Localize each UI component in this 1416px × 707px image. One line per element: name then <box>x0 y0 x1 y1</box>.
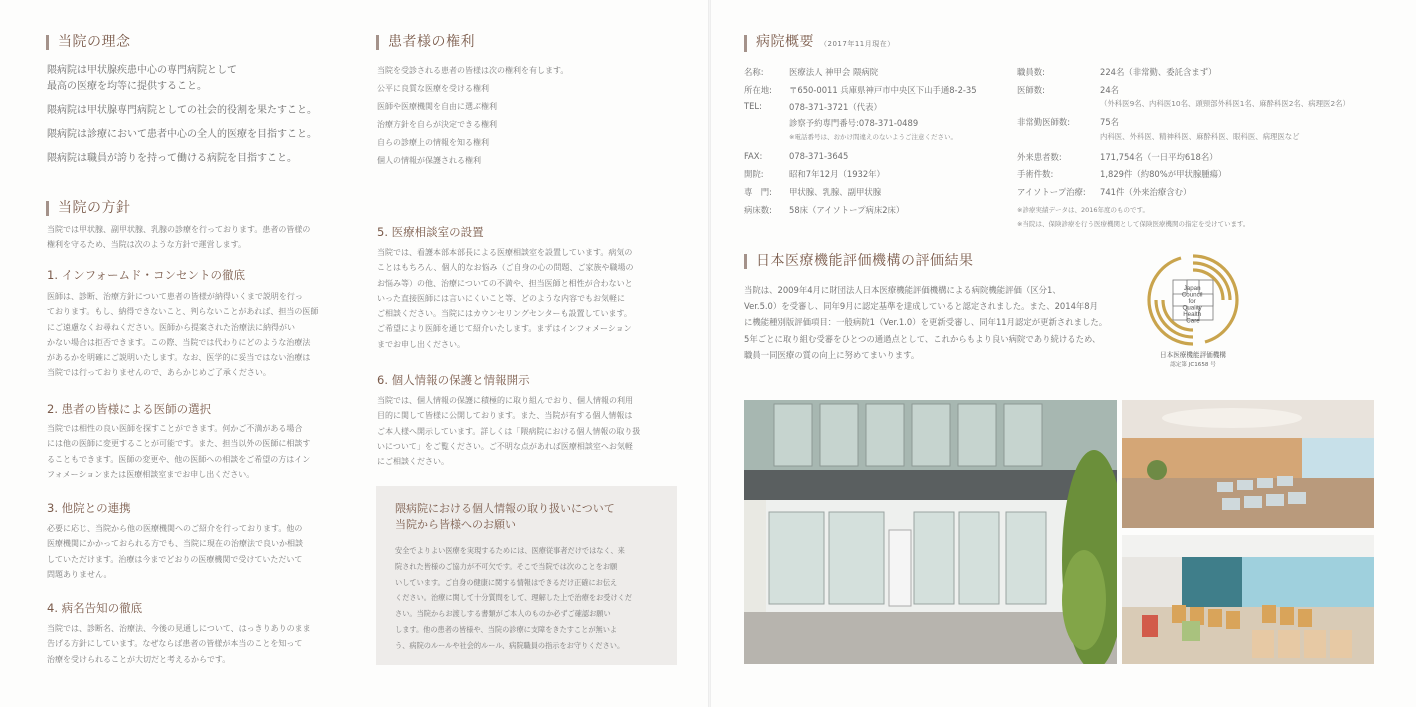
logo-text-line: Health <box>1183 311 1202 318</box>
rights-list <box>377 62 568 170</box>
text-line: いについて」をご覧ください。ご不明な点があれば医療相談室へお気軽 <box>377 441 633 451</box>
policy-1-text <box>47 289 318 381</box>
text-line: ることもできます。医師の変更や、他の医師への相談をご希望の方はイン <box>47 454 311 464</box>
info-label: アイソトープ治療: <box>1017 187 1086 197</box>
text-line: 目的に関して皆様に公開しております。また、当院が有する個人情報は <box>377 411 633 421</box>
rights-item: 当院を受診される患者の皆様は次の権利を有します。 <box>377 66 569 75</box>
notice-title-line: 当院から皆様へのお願い <box>395 518 516 531</box>
text-line: 当院では行っておりませんので、あらかじめご了承ください。 <box>47 368 271 378</box>
info-value: 224名（非常勤、委託含まず） <box>1100 67 1217 77</box>
info-note: ※電話番号は、おかけ間違えのないようご注意ください。 <box>789 133 957 141</box>
consultation-text <box>377 245 633 352</box>
info-value: 甲状腺、乳腺、副甲状腺 <box>789 187 882 197</box>
text-line: いしています。ご自身の健康に関する情報はできるだけ正確にお伝え <box>395 577 618 587</box>
text-line: に機能種別版評価項目：一般病院1（Ver.1.0）を更新受審し、同年11月認定が更新されました。 <box>744 317 1108 328</box>
text-line: 職員一同医療の質の向上に努めてまいります。 <box>744 349 920 360</box>
privacy-notice-box <box>376 486 677 665</box>
logo-text-line: Care <box>1186 317 1200 325</box>
policy-4-text <box>47 621 311 667</box>
logo-text-line: Japan <box>1183 285 1201 292</box>
rights-item: 公平に良質な医療を受ける権利 <box>377 84 489 93</box>
text-line: には他の医師に変更することが可能です。また、担当以外の医師に相談す <box>47 439 311 449</box>
philosophy-line: 隈病院は甲状腺疾患中心の専門病院として <box>47 65 237 76</box>
info-value: 24名 <box>1100 85 1120 95</box>
overview-date-note: （2017年11月現在） <box>820 40 895 48</box>
policy-3-title: 3. 他院との連携 <box>47 501 131 515</box>
consultation-title: 5. 医療相談室の設置 <box>377 225 484 239</box>
policy-heading: 当院の方針 <box>46 201 131 216</box>
text-line: 医療機関にかかっておられる方でも、当院に現在の治療法で良いか相談 <box>47 539 303 549</box>
text-line: までお申し出ください。 <box>377 339 465 349</box>
info-value: 58床（アイソトープ病床2床） <box>789 205 905 215</box>
text-line: 当院では相性の良い医師を探すことができます。何かご不満がある場合 <box>47 424 303 433</box>
text-line: ことはもちろん、個人的なお悩み（ご自身の心の問題、ご家族や職場の <box>377 263 634 273</box>
info-value: 078-371-3645 <box>789 151 849 161</box>
evaluation-heading: 日本医療機能評価機構の評価結果 <box>744 254 974 269</box>
philosophy-line: 隈病院は職員が誇りを持って働ける病院を目指すこと。 <box>47 153 297 164</box>
jcqhc-emblem <box>1143 250 1243 350</box>
logo-number: 認定第 JC1658 号 <box>1170 362 1216 368</box>
text-line: 治療を受けられることが大切だと考えるからです。 <box>47 654 231 664</box>
text-line: う、病院のルールや社会的ルール、病院職員の指示をお守りください。 <box>395 640 625 650</box>
text-line: 医師は、診断、治療方針について患者の皆様が納得いくまで説明を行っ <box>47 292 303 301</box>
rights-item: 治療方針を自らが決定できる権利 <box>377 120 497 129</box>
info-label: TEL: <box>744 101 762 111</box>
text-line: さい。当院からお渡しする書類がご本人のものか必ずご確認お願い <box>395 609 611 619</box>
policy-intro <box>47 222 310 253</box>
text-line: ご相談ください。当院にはカウンセリングセンターも設置しています。 <box>377 309 632 319</box>
text-line: 当院では、診断名、治療法、今後の見通しについて、はっきりありのまま <box>47 624 311 633</box>
policy-2-text <box>47 421 310 482</box>
lobby-photo <box>1122 400 1374 528</box>
text-line: お悩み等）の他、治療についての不満や、担当医師と相性が合わないと <box>377 278 633 288</box>
policy-1-title: 1. インフォームド・コンセントの徹底 <box>47 268 246 282</box>
info-note: ※診療実績データは、2016年度のものです。 <box>1017 206 1149 214</box>
text-line: 5年ごとに取り組む受審をひとつの通過点として、これからもより良い病院であり続けるため、 <box>744 333 1101 344</box>
info-label: 所在地: <box>744 85 772 95</box>
info-value: 741件（外来治療含む） <box>1100 187 1192 197</box>
info-label: 医師数: <box>1017 85 1045 95</box>
policy-4-title: 4. 病名告知の徹底 <box>47 601 143 615</box>
text-line: 告げる方針にしています。なぜならば患者の皆様が本当のことを知って <box>47 639 303 649</box>
info-value: 078-371-3721（代表） <box>789 102 882 112</box>
overview-heading-text: 病院概要 <box>756 34 814 50</box>
notice-title <box>395 501 615 533</box>
info-label: 外来患者数: <box>1017 152 1062 162</box>
text-line: 当院では、看護本部本部長による医療相談室を設置しています。病気の <box>377 248 633 257</box>
info-label: 病床数: <box>744 205 772 215</box>
text-line: 必要に応じ、当院から他の医療機関へのご紹介を行っております。他の <box>47 524 303 533</box>
text-line: 問題ありません。 <box>47 569 112 579</box>
text-line: いった直接医師には言いにくいこと等、どのような内容でもお気軽に <box>377 293 625 303</box>
text-line: フォメーションまたは医療相談室までお申し出ください。 <box>47 469 255 479</box>
lobby-illustration <box>1122 400 1374 528</box>
entrance-illustration <box>744 400 1117 664</box>
rights-heading: 患者様の権利 <box>376 35 475 50</box>
policy-3-text <box>47 521 303 582</box>
info-label: 非常勤医師数: <box>1017 117 1071 127</box>
info-label: FAX: <box>744 151 763 161</box>
info-value: 〒650-0011 兵庫県神戸市中央区下山手通8-2-35 <box>789 85 977 95</box>
info-note: ※当院は、保険診療を行う医療機関として保険医療機関の指定を受けています。 <box>1017 220 1250 228</box>
info-label: 開院: <box>744 169 764 179</box>
notice-body <box>395 543 632 654</box>
jcqhc-logo <box>1143 250 1243 372</box>
rights-item: 自らの診療上の情報を知る権利 <box>377 138 489 147</box>
rights-item: 個人の情報が保護される権利 <box>377 156 481 165</box>
text-line: があるかを明確にご説明いたします。なお、医学的に妥当ではない治療は <box>47 353 311 363</box>
text-line: Ver.5.0）を受審し、同年9月に認定基準を達成していると認定されました。また、2014年8月 <box>744 301 1098 312</box>
logo-caption: 日本医療機能評価機構 <box>1160 351 1226 359</box>
policy-intro-line: 当院では甲状腺、副甲状腺、乳腺の診療を行っております。患者の皆様の <box>47 225 311 234</box>
evaluation-text <box>744 282 1107 363</box>
info-label: 手術件数: <box>1017 169 1054 179</box>
text-line: にご相談ください。 <box>377 457 449 467</box>
philosophy-text <box>47 63 317 175</box>
text-line: していただけます。治療は今までどおりの医療機関で受けていただいて <box>47 554 303 564</box>
info-value: 171,754名（一日平均618名） <box>1100 152 1218 162</box>
waiting-area-photo <box>1122 535 1374 664</box>
info-label: 専 門: <box>744 187 772 197</box>
overview-heading <box>744 35 895 52</box>
philosophy-line: 隈病院は甲状腺専門病院としての社会的役割を果たすこと。 <box>47 105 317 116</box>
text-line: ください。治療に関して十分質問をして、理解した上で治療をお受けくだ <box>395 593 633 603</box>
text-line: ご希望により医師を通じて紹介いたします。まずはインフォメーション <box>377 324 632 334</box>
text-line: 院された皆様のご協力が不可欠です。そこで当院では次のことをお願 <box>395 561 618 571</box>
notice-title-line: 隈病院における個人情報の取り扱いについて <box>395 502 615 515</box>
text-line: ご本人様へ開示しています。詳しくは「隈病院における個人情報の取り扱 <box>377 426 641 436</box>
privacy-text <box>377 393 640 469</box>
info-value: 医療法人 神甲会 隈病院 <box>789 67 879 77</box>
logo-text-line: Quality <box>1182 304 1202 312</box>
philosophy-line: 最高の医療を均等に提供すること。 <box>47 81 207 92</box>
policy-intro-line: 権利を守るため、当院は次のような方針で運営します。 <box>47 240 247 250</box>
info-value: 1,829件（約80%が甲状腺腫瘍） <box>1100 169 1227 179</box>
info-label: 名称: <box>744 67 764 77</box>
text-line: 当院では、個人情報の保護に積極的に取り組んでおり、個人情報の利用 <box>377 396 633 405</box>
text-line: かない場合は拒否できます。この際、当院では代わりにどのような治療法 <box>47 337 311 347</box>
info-value: （外科医9名、内科医10名、頭頸部外科医1名、麻酔科医2名、病理医2名） <box>1100 99 1350 108</box>
info-value: 診察予約専門番号:078-371-0489 <box>789 118 919 128</box>
logo-text-line: for <box>1188 298 1196 305</box>
policy-2-title: 2. 患者の皆様による医師の選択 <box>47 402 212 416</box>
info-value: 75名 <box>1100 117 1120 127</box>
waiting-area-illustration <box>1122 535 1374 664</box>
info-label: 職員数: <box>1017 67 1045 77</box>
philosophy-heading: 当院の理念 <box>46 35 131 50</box>
privacy-title: 6. 個人情報の保護と情報開示 <box>377 373 530 387</box>
rights-item: 医師や医療機関を自由に選ぶ権利 <box>377 102 497 111</box>
philosophy-line: 隈病院は診療において患者中心の全人的医療を目指すこと。 <box>47 129 317 140</box>
hospital-entrance-photo <box>744 400 1117 664</box>
text-line: ております。もし、納得できないこと、判らないことがあれば、担当の医師 <box>47 307 319 317</box>
text-line: 安全でよりよい医療を実現するためには、医療従事者だけではなく、来 <box>395 546 625 555</box>
text-line: します。他の患者の皆様や、当院の診療に支障をきたすことが無いよ <box>395 624 618 634</box>
logo-text-line: Council <box>1181 291 1203 299</box>
info-value: 内科医、外科医、精神科医、麻酔科医、眼科医、病理医など <box>1100 132 1300 141</box>
text-line: 当院は、2009年4月に財団法人日本医療機能評価機構による病院機能評価（区分1、 <box>744 285 1061 295</box>
text-line: にご遠慮なくお尋ねください。医師から提案された治療法に納得がい <box>47 322 295 332</box>
info-value: 昭和7年12月（1932年） <box>789 169 885 179</box>
